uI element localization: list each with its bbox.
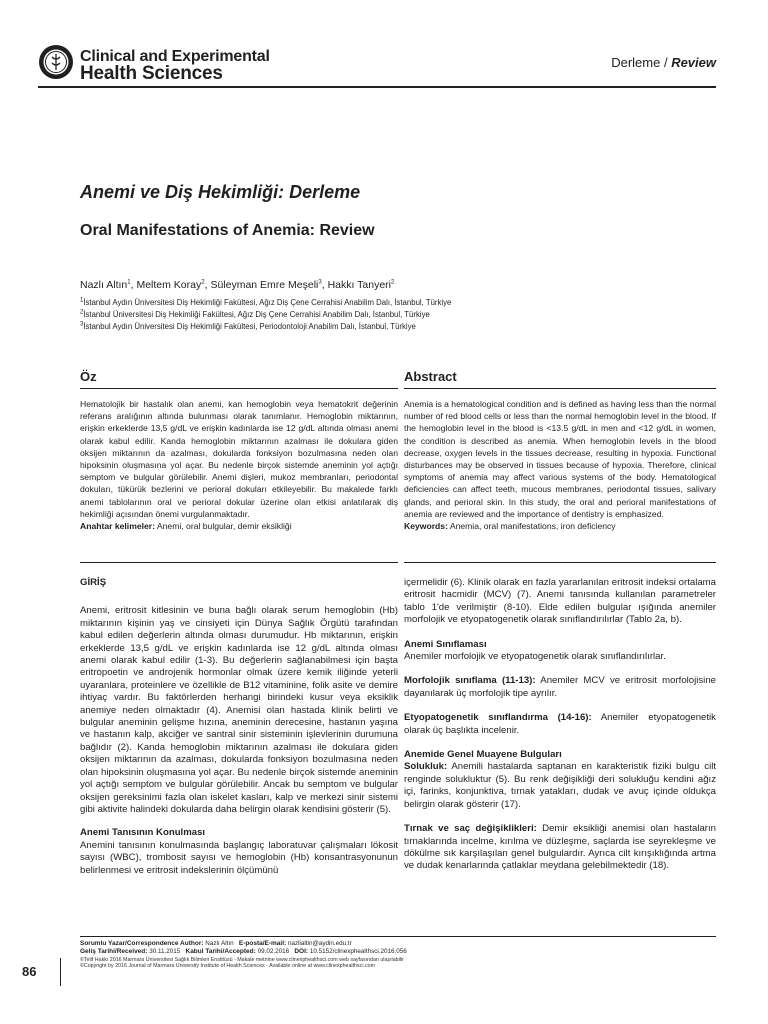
affiliation-text: İstanbul Aydın Üniversitesi Diş Hekimliği Fakültesi, Periodontoloji Anabilim Dalı, İstanbul, Türkiye xyxy=(83,322,416,331)
author-name: Nazlı Altın xyxy=(80,279,128,291)
abstract-text xyxy=(404,398,716,532)
abstract-body: Anemia is a hematological condition and is defined as having less than the normal number of red blood cells or less than the normal hemoglobin level in the blood. If the hemoglobin level in the blood is <13.5 g/dL in men and <12 g/dL in women, the condition is described as anemia. When hemoglobin levels in the blood decrease, oxygen levels in the tissues decrease, resulting in hypoxia. Functional disturbances may be observed in tissues because of hypoxia. Therefore, clinical symptoms of anemia may affect various systems of the body. Hematological deficiencies can affect teeth, mucous membranes, periodontal tissues, salivary glands, and perioral skin. In this study, the oral and perioral manifestations of anemia are reviewed and the importance of dentistry is emphasized. xyxy=(404,399,716,519)
corr-label: Sorumlu Yazar/Correspondence Author: xyxy=(80,940,204,947)
accepted-date: 09.02.2016 xyxy=(257,948,290,956)
siniflama-heading: Anemi Sınıflaması xyxy=(404,638,487,650)
author-affil-sup: 2 xyxy=(201,279,205,286)
affiliation xyxy=(80,322,416,331)
author-name: Meltem Koray xyxy=(136,279,202,291)
accepted-label: Kabul Tarihi/Accepted: xyxy=(185,948,256,956)
siniflama-paragraph: Anemiler morfolojik ve etyopatogenetik olarak sınıflandırılırlar. xyxy=(404,651,666,663)
tani-paragraph: Anemini tanısının konulmasında başlangıç laboratuvar çalışmaları lökosit sayısı (WBC), trombosit sayısı ve hemoglobin (Hb) konsantrasyonunun belirlenmesi ve eritrosit indekslerinin ölçümünü xyxy=(80,839,398,876)
oz-heading: Öz xyxy=(80,369,97,384)
oz-keywords-label: Anahtar kelimeler: xyxy=(80,521,155,532)
page-number: 86 xyxy=(22,964,37,979)
solukluk-text: Anemili hastalarda saptanan en karakteristik fiziki bulgu cilt renginde solukluktur (5). Bu renk değişikliği deri solukluğu kendini ağız içi, farinks, konjunktiva, tırnak yatakları, dudak ve avuç içinde oldukça belirgin olarak gösterir (17). xyxy=(404,761,716,810)
received-label: Geliş Tarihi/Received: xyxy=(80,948,148,956)
journal-title-line2: Health Sciences xyxy=(80,63,223,84)
corr-name: Nazlı Altın xyxy=(205,940,234,947)
abstract-keywords: Anemia, oral manifestations, iron deficiency xyxy=(449,521,616,532)
footer-dates xyxy=(80,948,720,956)
author-list: Nazlı Altın$^1$, Meltem Koray$^2$, Süleyman Emre Meşeli$^3$, Hakkı Tanyeri$^2$ xyxy=(80,279,395,291)
abstract-heading: Abstract xyxy=(404,369,457,384)
doi-label: DOI: xyxy=(294,948,309,956)
copyright-en: ©Copyright by 2016 Journal of Marmara University Institute of Health Sciences - Available online at www.clinexphealthsci.com xyxy=(80,963,375,970)
copyright-tr: ©Telif Hakkı 2016 Marmara Üniversitesi Sağlık Bilimleri Enstitüsü - Makale metnine www.clinexphealthsci.com web sayfasından ulaşılabilir xyxy=(80,956,404,963)
article-type-tr: Derleme / xyxy=(611,55,672,70)
morfolojik-label: Morfolojik sınıflama (11-13): xyxy=(404,675,536,687)
article-type xyxy=(611,55,716,70)
email-link[interactable]: nazlialtin@aydin.edu.tr xyxy=(287,940,352,947)
giris-heading: GİRİŞ xyxy=(80,577,107,588)
email-label: E-posta/E-mail: xyxy=(238,940,287,947)
journal-logo xyxy=(38,44,74,80)
morfolojik-text: Anemiler MCV ve eritrosit morfolojisine dayanılarak üç morfolojik tipe ayrılır. xyxy=(404,675,716,699)
author-affil-sup: 2 xyxy=(391,279,395,286)
affiliation-sup: 3 xyxy=(80,321,84,328)
solukluk-label: Solukluk: xyxy=(404,761,448,773)
muayene-heading: Anemide Genel Muayene Bulguları xyxy=(404,749,562,761)
abstract-bottom-rule xyxy=(404,562,716,563)
oz-keywords: Anemi, oral bulgular, demir eksikliği xyxy=(156,521,292,532)
header-divider xyxy=(38,86,716,88)
body-right-column xyxy=(404,577,716,873)
etyopatogenetik-paragraph xyxy=(404,712,716,737)
morfolojik-paragraph xyxy=(404,675,716,700)
affiliation xyxy=(80,298,451,307)
journal-title-line1: Clinical and Experimental xyxy=(80,48,270,65)
etyopatogenetik-label: Etyopatogenetik sınıflandırma (14-16): xyxy=(404,712,592,724)
affiliation xyxy=(80,310,430,319)
author-affil-sup: 3 xyxy=(318,279,322,286)
tani-heading: Anemi Tanısının Konulması xyxy=(80,827,206,839)
abstract-rule xyxy=(404,388,716,389)
body-left-column xyxy=(80,577,398,877)
footer-correspondence xyxy=(80,940,720,948)
oz-body: Hematolojik bir hastalık olan anemi, kan hemoglobin veya hematokrit değerinin referans aralığının altında bulunması olarak tanımlanır. Hemoglobin miktarının, erişkin erkeklerde 13,5 g/dL ve erişkin kadınlarda ise 12 g/dL altında olması anemi olarak kabul edilir. Kanda hemoglobin miktarının azalması ile dokulara giden oksijen miktarının da azalması, dokularda fonksiyon bozulmasına neden olan hipoksinin oluşmasına yol açar. Bu nedenle birçok sistemde aneminin yol açtığı semptom ve bulgular görülebilir. Anemi dişleri, mukoz membranları, periodontal dokuları, tükürük bezlerini ve perioral dokuları etkileyebilir. Bu makalede farklı anemi tablolarının oral ve perioral dokular üzerine olan etkisi anlatılarak diş hekimliği açısından önemi vurgulanmaktadır. xyxy=(80,399,398,519)
author-affil-sup: 1 xyxy=(127,279,131,286)
page-number-divider xyxy=(60,958,61,986)
affiliation-sup: 2 xyxy=(80,309,84,316)
doi-link[interactable]: 10.5152/clinexphealthsci.2016.056 xyxy=(309,948,407,956)
tirnak-paragraph xyxy=(404,823,716,873)
oz-bottom-rule xyxy=(80,562,398,563)
footer xyxy=(80,940,720,970)
giris-paragraph: Anemi, eritrosit kitlesinin ve buna bağlı olarak serum hemoglobin (Hb) miktarının kişinin yaş ve cinsiyeti için Dünya Sağlık Örgütü tarafından kabul edilen değerlerin altında olması durumudur. Hb miktarının, erişkin erkeklerde 13,5 g/dL ve erişkin kadınlarda ise 12 g/dL altında olması anemi olarak kabul edilir (1-3). Bu değerlerin sağlanabilmesi için başta eritropoetin ve androjenik hormonlar olmak üzere kemik iliğinde yeterli uyaranlara, proteinlere ve özellikle de B12 vitaminine, folik asite ve demire ihtiyaç vardır. Bu faktörlerden herhangi birindeki kusur veya eksiklik anemiye neden olmaktadır (4). Anemisi olan hastada klinik belirti ve bulgular aneminin gelişme hızına, aneminin derecesine, hastanın yaşına ve hastanın kalp, akciğer ve santral sinir sisteminin işlevlerinin durumuna bağlıdır (2). Kanda hemoglobin miktarının azalması ile dokulara giden oksijen miktarının da azalması, dokularda fonksiyon bozulmasına neden olan hipoksinin oluşmasına yol açar. Bu nedenle birçok sistemde aneminin yol açtığı semptom ve bulgular görülebilir. Ancak bu semptom ve bulgular oksijen gereksinimi fazla olan iskelet kasları, kalp ve merkezi sinir sistemi gibi aktivite halindeki dokularda daha belirgin olarak kendisini gösterir (5). xyxy=(80,605,398,815)
received-date: 30.11.2015 xyxy=(149,948,181,956)
oz-rule xyxy=(80,388,398,389)
etyopatogenetik-text: Anemiler etyopatogenetik olarak üç başlıkta incelenir. xyxy=(404,712,716,736)
affiliation-text: İstanbul Aydın Üniversitesi Diş Hekimliği Fakültesi, Ağız Diş Çene Cerrahisi Anabilim Dalı, İstanbul, Türkiye xyxy=(83,298,452,307)
affiliation-text: İstanbul Üniversitesi Diş Hekimliği Fakültesi, Ağız Diş Çene Cerrahisi Anabilim Dalı, İstanbul, Türkiye xyxy=(83,310,430,319)
article-title-tr: Anemi ve Diş Hekimliği: Derleme xyxy=(80,182,361,202)
tirnak-label: Tırnak ve saç değişiklikleri: xyxy=(404,823,537,835)
author-name: Hakkı Tanyeri xyxy=(327,279,391,291)
solukluk-paragraph xyxy=(404,761,716,811)
article-type-en: Review xyxy=(671,55,716,70)
journal-title xyxy=(80,48,270,82)
footer-rule xyxy=(80,936,716,937)
tirnak-text: Demir eksikliği anemisi olan hastaların tırnaklarında incelme, kırılma ve düzleşme, saçlarda ise seyrekleşme ve dökülme sık karşılaşılan genel bulgulardır. Ayrıca cilt kırışıklığında artma ve dudak kenarlarında çatlaklar meydana gelebilmektedir (18). xyxy=(404,823,716,872)
abstract-keywords-label: Keywords: xyxy=(404,521,448,532)
oz-text xyxy=(80,398,398,532)
author-name: Süleyman Emre Meşeli xyxy=(210,279,319,291)
affiliation-sup: 1 xyxy=(80,297,84,304)
article-title-en: Oral Manifestations of Anemia: Review xyxy=(80,222,375,239)
right-intro-paragraph: içermelidir (6). Klinik olarak en fazla yararlanılan eritrosit indeksi ortalama eritrosit hacmidir (MCV) (7). Anemi tanısında kullanılan parametreler tablo 1'de verilmiştir (8-10). Elde edilen bulgular ışığında anemiler morfolojik ve etyopatogenetik olarak sınıflandırılırlar (Tablo 2a, b). xyxy=(404,577,716,626)
